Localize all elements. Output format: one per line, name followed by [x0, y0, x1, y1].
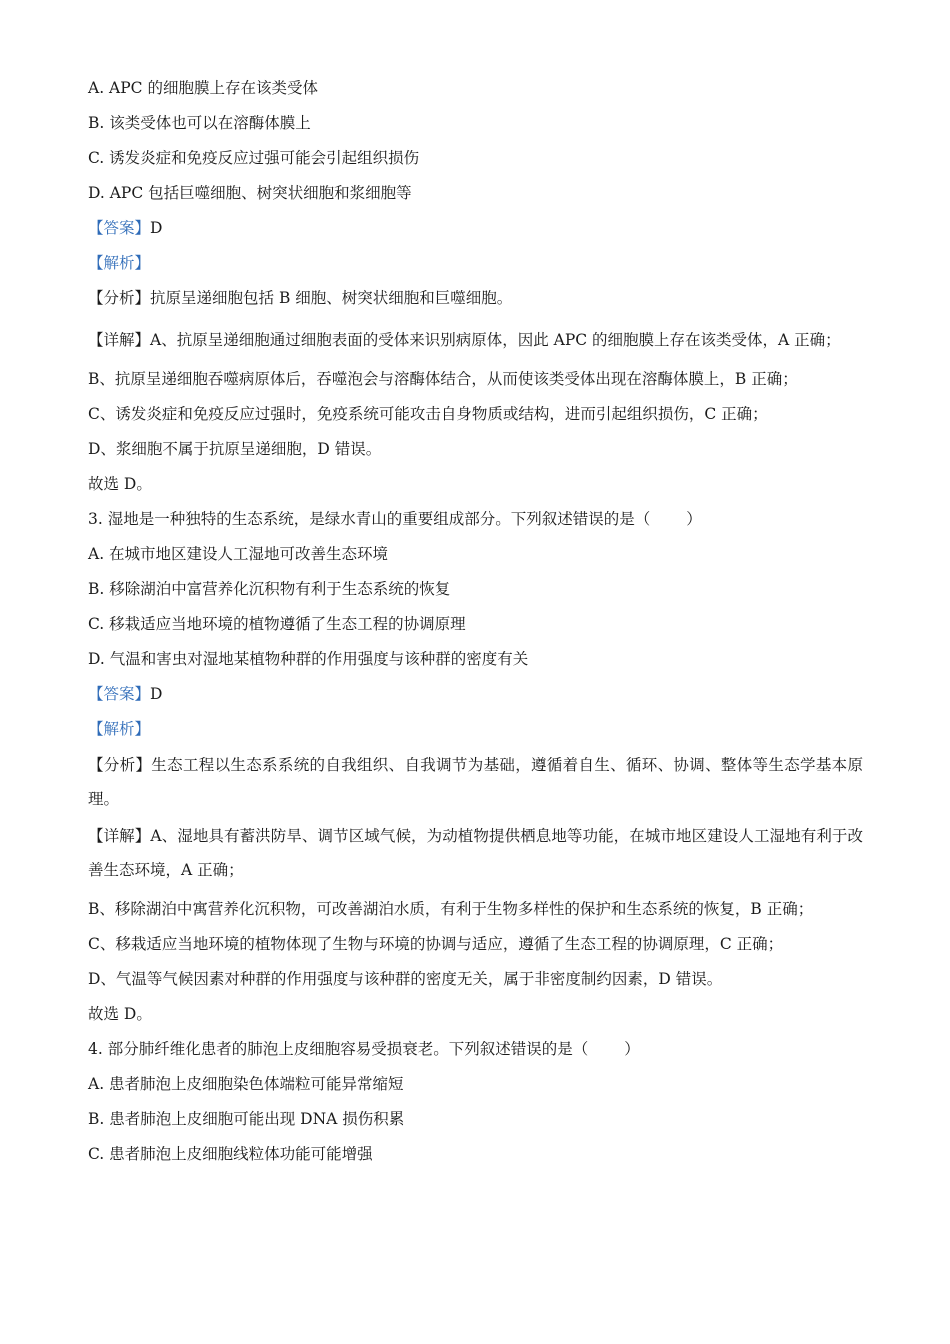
q3-option-d: D. 气温和害虫对湿地某植物种群的作用强度与该种群的密度有关 — [88, 650, 529, 668]
q3-stem-close: ） — [686, 510, 702, 528]
q2-xiangjie-c: C、诱发炎症和免疫反应过强时，免疫系统可能攻击自身物质或结构，进而引起组织损伤，C 正确； — [88, 405, 768, 423]
q3-option-c: C. 移栽适应当地环境的植物遵循了生态工程的协调原理 — [88, 615, 466, 633]
q4-stem — [88, 1039, 863, 1059]
answer-value: D — [150, 219, 163, 237]
q2-xiangjie-b: B、抗原呈递细胞吞噬病原体后，吞噬泡会与溶酶体结合，从而使该类受体出现在溶酶体膜上，B 正确； — [88, 370, 798, 388]
q2-xiangjie-a — [88, 323, 863, 357]
q2-option-b: B. 该类受体也可以在溶酶体膜上 — [88, 114, 311, 132]
q2-option-d: D. APC 包括巨噬细胞、树突状细胞和浆细胞等 — [88, 184, 412, 202]
xiangjie-a-text: A、湿地具有蓄洪防旱、调节区域气候，为动植物提供栖息地等功能，在城市地区建设人工湿地有利于改善生态环境，A 正确； — [88, 827, 863, 879]
q2-conclusion: 故选 D。 — [88, 475, 152, 493]
q3-xiangjie-b: B、移除湖泊中寓营养化沉积物，可改善湖泊水质，有利于生物多样性的保护和生态系统的恢复，B 正确； — [88, 900, 814, 918]
q3-stem-text: 3. 湿地是一种独特的生态系统，是绿水青山的重要组成部分。下列叙述错误的是（ — [88, 510, 651, 528]
xiangjie-tag: 【详解】 — [88, 331, 151, 349]
q3-xiangjie-d: D、气温等气候因素对种群的作用强度与该种群的密度无关，属于非密度制约因素，D 错误。 — [88, 970, 723, 988]
q3-xiangjie-c: C、移栽适应当地环境的植物体现了生物与环境的协调与适应，遵循了生态工程的协调原理，C 正确； — [88, 935, 784, 953]
q2-analysis-tag: 【解析】 — [88, 254, 151, 272]
q3-conclusion: 故选 D。 — [88, 1005, 152, 1023]
q3-xiangjie-a — [88, 819, 863, 887]
answer-value: D — [150, 685, 163, 703]
q2-option-c: C. 诱发炎症和免疫反应过强可能会引起组织损伤 — [88, 149, 420, 167]
q4-option-a: A. 患者肺泡上皮细胞染色体端粒可能异常缩短 — [88, 1075, 404, 1093]
q3-option-b: B. 移除湖泊中富营养化沉积物有利于生态系统的恢复 — [88, 580, 451, 598]
fenxi-tag: 【分析】 — [88, 756, 152, 774]
q4-stem-text: 4. 部分肺纤维化患者的肺泡上皮细胞容易受损衰老。下列叙述错误的是（ — [88, 1040, 589, 1058]
xiangjie-tag: 【详解】 — [88, 827, 151, 845]
q4-option-b: B. 患者肺泡上皮细胞可能出现 DNA 损伤积累 — [88, 1110, 405, 1128]
answer-tag: 【答案】 — [88, 685, 151, 703]
q3-option-a: A. 在城市地区建设人工湿地可改善生态环境 — [88, 545, 389, 563]
q2-fenxi — [88, 288, 863, 308]
q3-fenxi — [88, 748, 863, 816]
q3-analysis-tag: 【解析】 — [88, 720, 151, 738]
q3-stem — [88, 509, 863, 529]
xiangjie-a-text: A、抗原呈递细胞通过细胞表面的受体来识别病原体，因此 APC 的细胞膜上存在该类受体，A 正确； — [150, 331, 841, 349]
fenxi-text: 抗原呈递细胞包括 B 细胞、树突状细胞和巨噬细胞。 — [150, 289, 513, 307]
q3-answer — [88, 684, 863, 704]
q2-xiangjie-d: D、浆细胞不属于抗原呈递细胞，D 错误。 — [88, 440, 382, 458]
q2-answer — [88, 218, 863, 238]
q2-option-a: A. APC 的细胞膜上存在该类受体 — [88, 79, 318, 97]
q4-option-c: C. 患者肺泡上皮细胞线粒体功能可能增强 — [88, 1145, 373, 1163]
fenxi-tag: 【分析】 — [88, 289, 151, 307]
document-page — [88, 78, 863, 1179]
fenxi-text: 生态工程以生态系系统的自我组织、自我调节为基础，遵循着自生、循环、协调、整体等生态学基本原理。 — [88, 756, 863, 808]
answer-tag: 【答案】 — [88, 219, 151, 237]
q4-stem-close: ） — [624, 1040, 640, 1058]
